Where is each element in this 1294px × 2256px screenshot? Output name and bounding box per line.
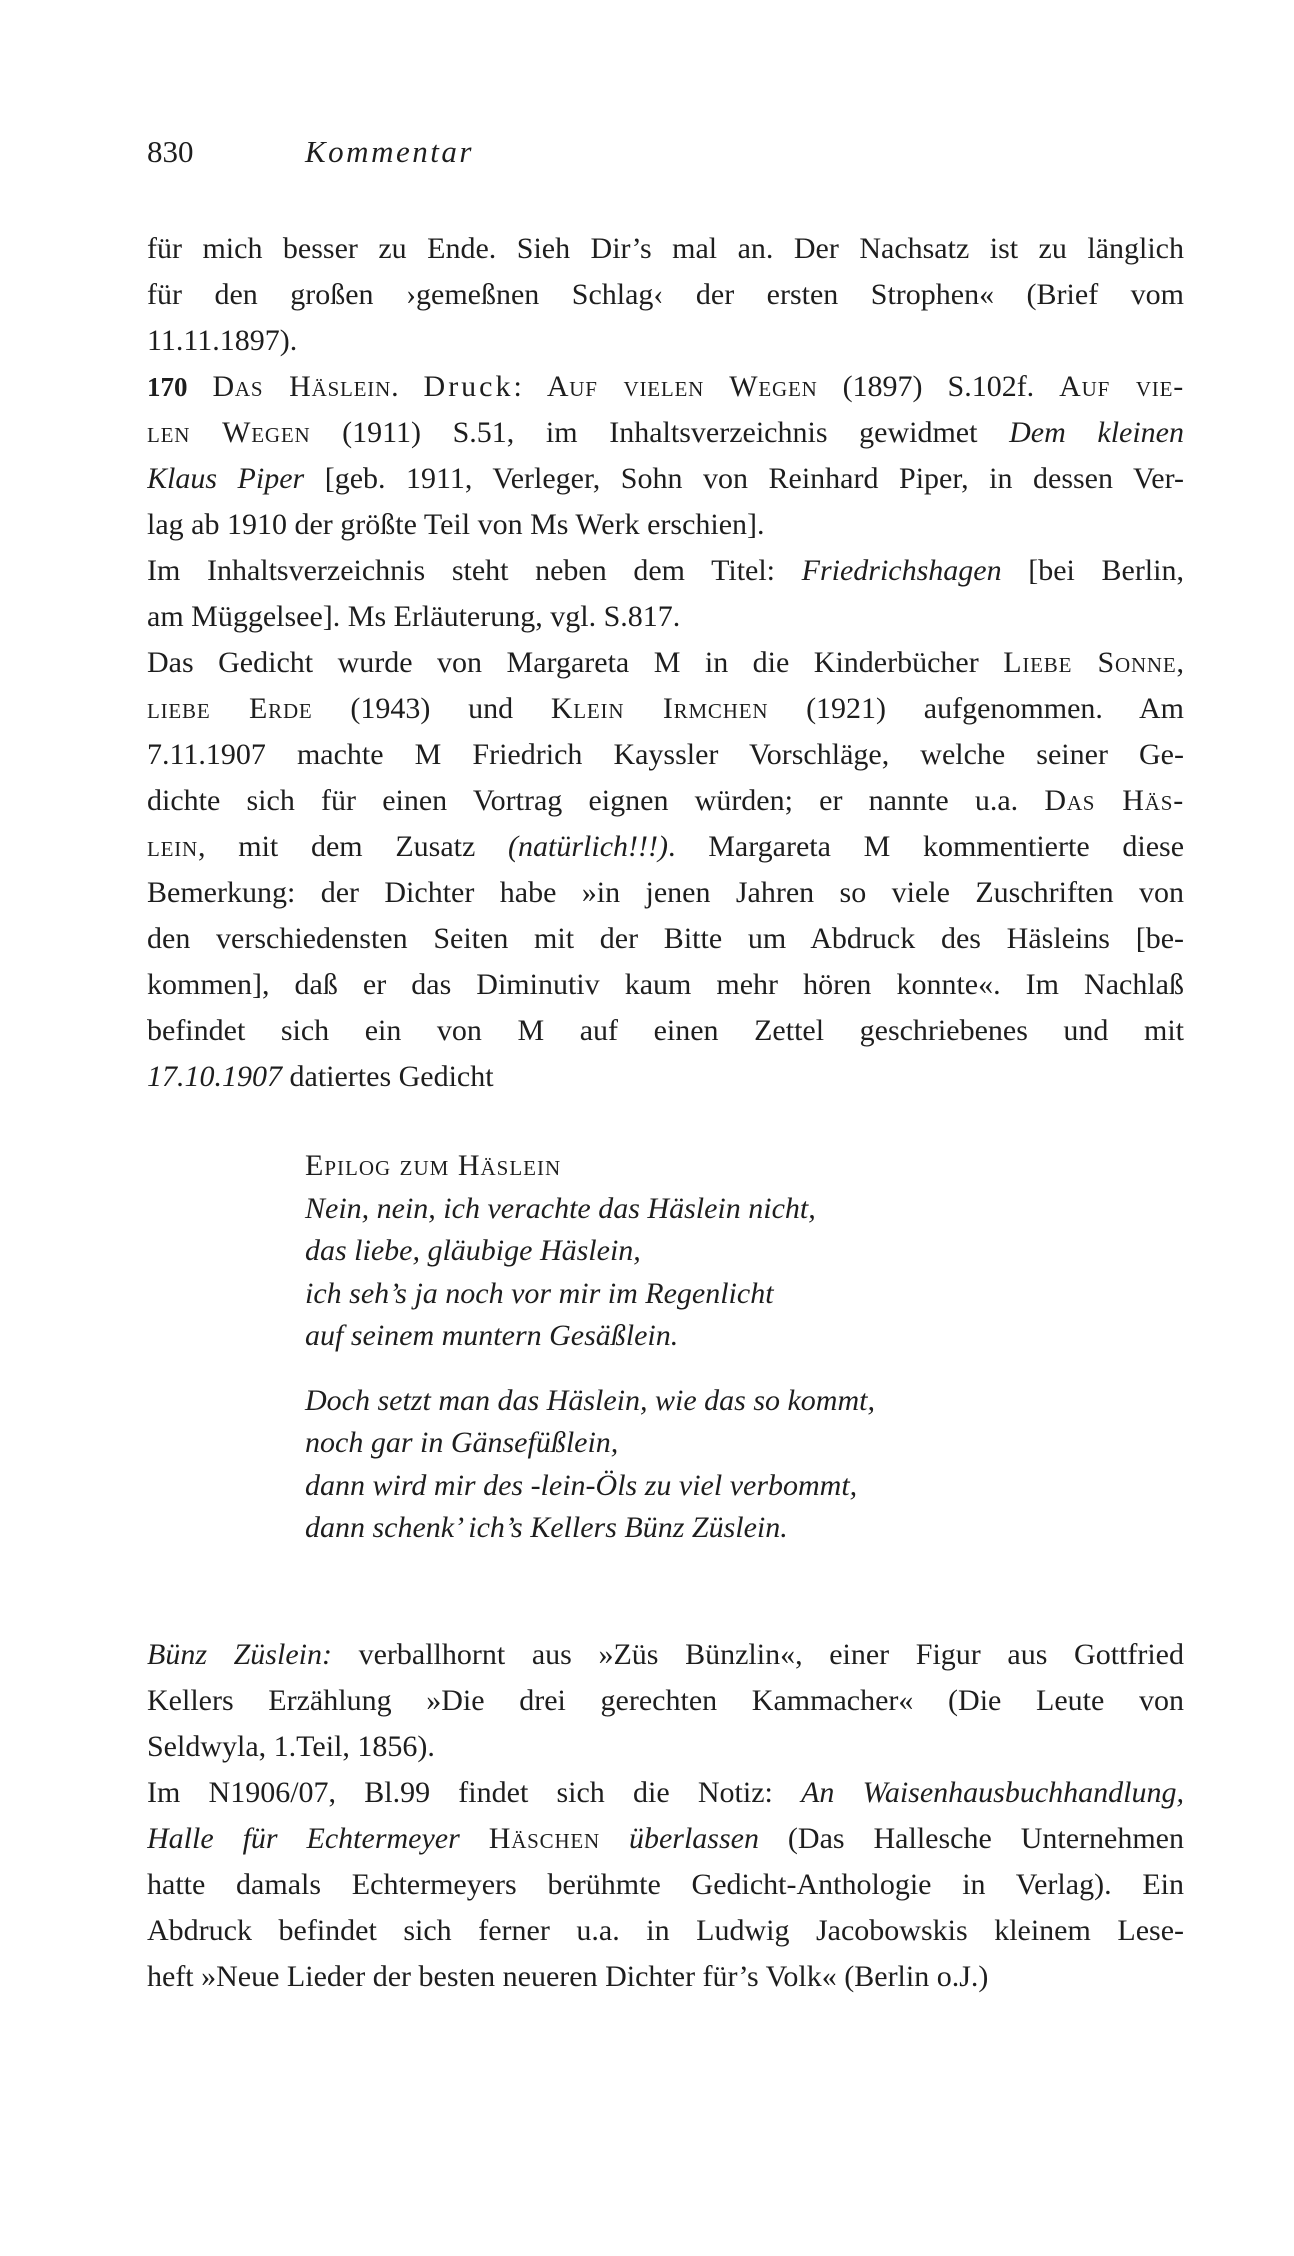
text-run [188,370,213,403]
text-run: lag ab 1910 der größte Teil von Ms Werk erschien]. [147,508,765,541]
text-line [147,226,1184,272]
text-line [147,502,1184,548]
text-line [147,364,1184,410]
text-run [460,1822,489,1855]
text-run: dichte sich für einen Vortrag eignen würden; er nannte u.a. [147,784,1045,817]
text-line [147,1908,1184,1954]
poem-stanza [305,1380,875,1550]
poem-epilog [305,1145,875,1550]
text-run: [geb. 1911, Verleger, Sohn von Reinhard Piper, in dessen Ver- [304,462,1184,495]
text-run: (1911) S.51, im Inhaltsverzeichnis gewidmet [310,416,1010,449]
poem-line: Nein, nein, ich verachte das Häslein nicht, [305,1191,816,1225]
text-run-i: Dem kleinen [1009,416,1184,449]
text-line [147,1632,1184,1678]
text-run-sc: Liebe Sonne [1003,646,1177,679]
text-run-i: (natürlich!!!) [508,830,668,863]
text-run: Seldwyla, 1.Teil, 1856). [147,1730,435,1763]
text-run: . Margareta M kommentierte diese [667,830,1184,863]
commentary-text-top [147,226,1184,1100]
text-run-sc: Häschen [488,1822,601,1855]
text-line [147,1816,1184,1862]
poem-title: Epilog zum Häslein [305,1149,562,1182]
text-line [147,318,1184,364]
page-number: 830 [147,134,194,169]
paragraph [147,1632,1184,1770]
text-run: verballhornt aus »Züs Bünzlin«, einer Figur aus Gottfried [331,1638,1184,1671]
poem-line: noch gar in Gänsefüßlein, [305,1426,619,1459]
text-run-i: Friedrichshagen [801,554,1002,587]
paragraph [147,548,1184,640]
text-run: : [513,370,547,403]
text-run-sp: Druck [423,370,514,403]
text-run: (1943) und [312,692,551,725]
text-line [147,1770,1184,1816]
text-run-sc: Auf vie- [1059,370,1184,403]
text-run: (Das Hallesche Unternehmen [758,1822,1184,1855]
text-run-i: 17.10.1907 [147,1060,282,1093]
text-line [147,778,1184,824]
text-line [147,916,1184,962]
text-run: Das Gedicht wurde von Margareta M in die Kinderbücher [147,646,1004,679]
paragraph [147,640,1184,1100]
text-line [147,640,1184,686]
text-run-i: Halle für Echtermeyer [147,1822,460,1855]
text-run-sc: len Wegen [147,416,311,449]
text-run: , mit dem Zusatz [198,830,509,863]
text-line [147,1008,1184,1054]
text-run-sc: Das Häs- [1044,784,1184,817]
poem-line: auf seinem muntern Gesäßlein. [305,1319,679,1352]
text-run: Kellers Erzählung »Die drei gerechten Kammacher« (Die Leute von [147,1684,1184,1717]
text-run: , [1176,646,1184,679]
text-run: Bemerkung: der Dichter habe »in jenen Jahren so viele Zuschriften von [147,876,1184,909]
poem-line: dann wird mir des -lein-Öls zu viel verbommt, [305,1468,858,1502]
text-run: datiertes Gedicht [282,1060,494,1093]
text-run: den verschiedensten Seiten mit der Bitte um Abdruck des Häsleins [be- [147,922,1184,955]
commentary-text-bottom [147,1632,1184,2000]
text-line [147,962,1184,1008]
text-run: . [391,370,424,403]
text-line [147,1054,1184,1100]
text-run-i: überlassen [628,1822,759,1855]
text-run-sc: liebe Erde [147,692,313,725]
poem-line: dann schenk’ ich’s Kellers Bünz Züslein. [305,1511,788,1544]
text-line [147,1954,1184,2000]
text-line [147,824,1184,870]
text-run-b: 170 [147,372,188,402]
text-run-i: Bünz Züslein: [147,1638,332,1671]
text-line [147,594,1184,640]
text-line [147,1724,1184,1770]
text-run: [bei Berlin, [1001,554,1184,587]
text-run: am Müggelsee]. Ms Erläuterung, vgl. S.817. [147,600,681,633]
text-run-i: Klaus Piper [147,462,305,495]
text-run: (1897) S.102f. [817,370,1060,403]
text-run: Im N1906/07, Bl.99 findet sich die Notiz: [147,1776,802,1809]
text-run-sc: lein [147,830,199,863]
text-run: kommen], daß er das Diminutiv kaum mehr hören konnte«. Im Nachlaß [147,968,1184,1001]
text-line [147,456,1184,502]
text-line [147,410,1184,456]
text-run: 11.11.1897). [147,324,298,357]
poem-line: Doch setzt man das Häslein, wie das so kommt, [305,1383,875,1417]
text-run: Im Inhaltsverzeichnis steht neben dem Titel: [147,554,802,587]
text-run: hatte damals Echtermeyers berühmte Gedicht-Anthologie in Verlag). Ein [147,1868,1184,1901]
text-line [147,686,1184,732]
paragraph [147,226,1184,364]
text-run: Abdruck befindet sich ferner u.a. in Ludwig Jacobowskis kleinem Lese- [147,1914,1184,1947]
text-line [147,272,1184,318]
text-run-i: An Waisenhausbuchhandlung, [801,1776,1184,1809]
text-line [147,1678,1184,1724]
text-run: für mich besser zu Ende. Sieh Dir’s mal an. Der Nachsatz ist zu länglich [147,232,1184,265]
paragraph [147,364,1184,548]
text-line [147,870,1184,916]
text-run: für den großen ›gemeßnen Schlag‹ der ersten Strophen« (Brief vom [147,278,1184,311]
paragraph [147,1770,1184,2000]
text-line [147,732,1184,778]
poem-line: das liebe, gläubige Häslein, [305,1234,641,1267]
text-run-sc: Das Häslein [212,370,392,403]
text-run-sc: Auf vielen Wegen [546,370,818,403]
text-line [147,1862,1184,1908]
text-run: (1921) aufgenommen. Am [768,692,1184,725]
text-run: 7.11.1907 machte M Friedrich Kayssler Vorschläge, welche seiner Ge- [147,738,1184,771]
text-run: befindet sich ein von M auf einen Zettel geschriebenes und mit [147,1014,1184,1047]
text-line [147,548,1184,594]
poem-stanza [305,1188,875,1358]
poem-line: ich seh’s ja noch vor mir im Regenlicht [305,1276,774,1310]
text-run [600,1822,629,1855]
running-title: Kommentar [305,134,474,169]
text-run-sc: Klein Irmchen [550,692,769,725]
text-run: heft »Neue Lieder der besten neueren Dichter für’s Volk« (Berlin o.J.) [147,1960,989,1993]
